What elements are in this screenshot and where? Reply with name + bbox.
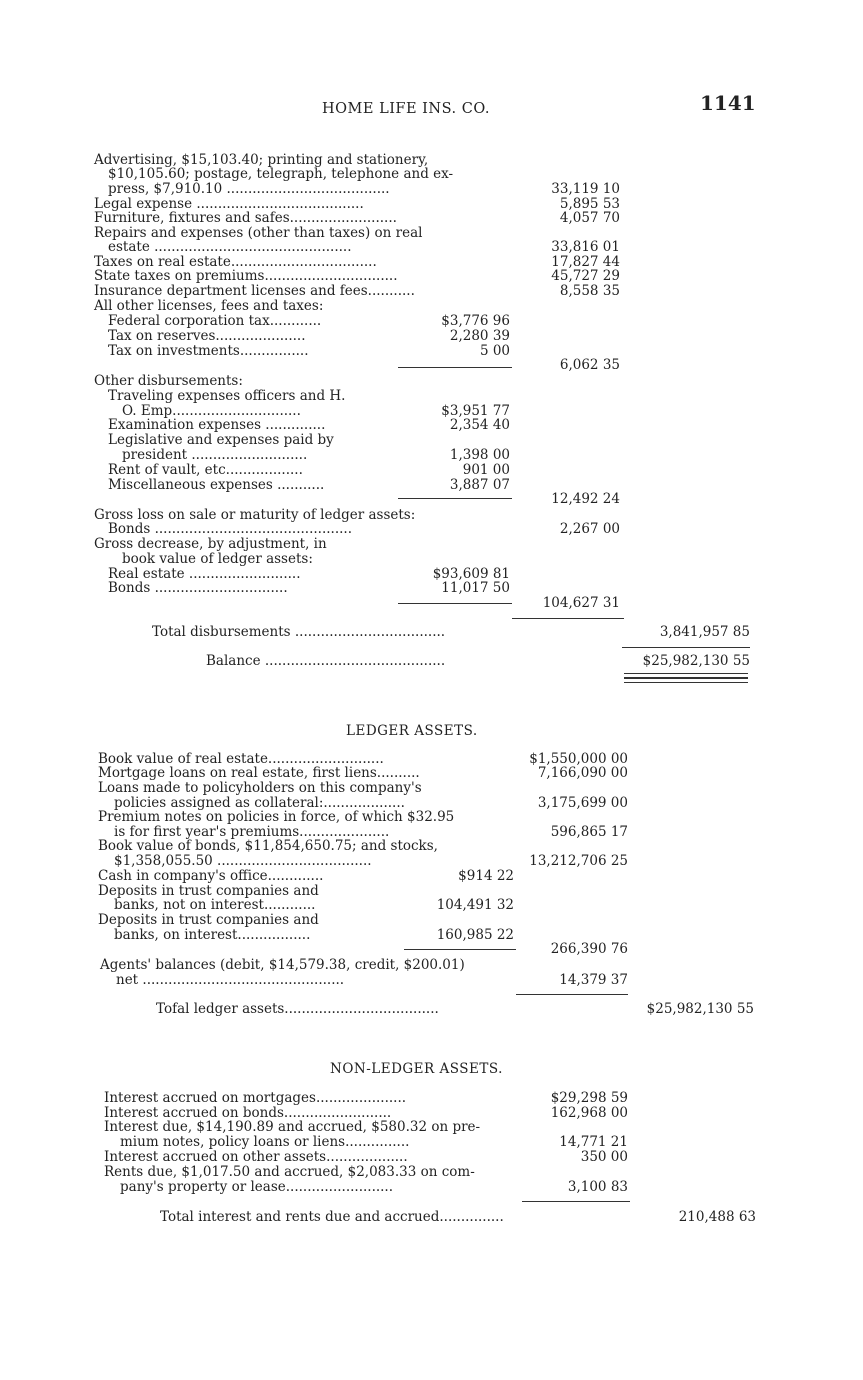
gross-loss-line-2: Bonds .............................................. [108, 521, 353, 537]
gross-decrease-line-2: book value of ledger assets: [122, 551, 313, 567]
rents-line-2: pany's property or lease......................... [120, 1179, 394, 1195]
legislative-amount: 1,398 00 [449, 447, 510, 463]
cash-office-amount: $914 22 [458, 868, 514, 884]
interest-due-line-2: mium notes, policy loans or liens............... [120, 1134, 410, 1150]
rule [398, 367, 512, 368]
deposits-on-interest-line-1: Deposits in trust companies and [98, 912, 319, 928]
misc-expenses-amount: 3,887 07 [449, 477, 510, 493]
traveling-line-1: Traveling expenses officers and H. [108, 388, 346, 404]
rule [516, 994, 628, 995]
total-ledger-assets-label: Tofal ledger assets.................................... [156, 1001, 439, 1017]
gross-decrease-total: 104,627 31 [542, 595, 620, 611]
premium-notes-amount: 596,865 17 [550, 824, 628, 840]
insurance-dept-amount: 8,558 35 [559, 283, 620, 299]
interest-mortgages-label: Interest accrued on mortgages..................... [104, 1090, 407, 1106]
advertising-line-3: press, $7,910.10 ...................................... [108, 181, 390, 197]
rent-vault-amount: 901 00 [462, 462, 510, 478]
rule [512, 618, 624, 619]
bonds-stocks-line-1: Book value of bonds, $11,854,650.75; and stocks, [98, 838, 438, 854]
advertising-amount: 33,119 10 [551, 181, 620, 197]
legislative-line-2: president ........................... [122, 447, 308, 463]
advertising-line-1: Advertising, $15,103.40; printing and stationery, [94, 152, 429, 168]
rule [398, 603, 512, 604]
agents-balances-amount: 14,379 37 [559, 972, 628, 988]
legal-expense-label: Legal expense ....................................... [94, 196, 364, 212]
deposits-on-interest-line-2: banks, on interest................. [114, 927, 311, 943]
agents-balances-line-2: net ............................................... [116, 972, 345, 988]
interest-other-label: Interest accrued on other assets................... [104, 1149, 408, 1165]
rule [404, 949, 516, 950]
deposits-not-interest-line-1: Deposits in trust companies and [98, 883, 319, 899]
premium-notes-line-2: is for first year's premiums..................... [114, 824, 390, 840]
state-taxes-label: State taxes on premiums............................... [94, 268, 398, 284]
balance-amount: $25,982,130 55 [642, 653, 750, 669]
furniture-label: Furniture, fixtures and safes......................... [94, 210, 397, 226]
cash-office-label: Cash in company's office............. [98, 868, 324, 884]
tax-investments-label: Tax on investments................ [108, 343, 309, 359]
advertising-line-2: $10,105.60; postage, telegraph, telephone and ex- [108, 166, 454, 182]
total-interest-rents-amount: 210,488 63 [678, 1209, 756, 1225]
traveling-amount: $3,951 77 [441, 403, 510, 419]
other-disbursements-total: 12,492 24 [551, 491, 620, 507]
examination-amount: 2,354 40 [449, 417, 510, 433]
other-disbursements-heading: Other disbursements: [94, 373, 243, 389]
rents-amount: 3,100 83 [567, 1179, 628, 1195]
decrease-real-estate-label: Real estate .......................... [108, 566, 301, 582]
mortgage-loans-amount: 7,166,090 00 [537, 765, 628, 781]
interest-other-amount: 350 00 [580, 1149, 628, 1165]
agents-balances-line-1: Agents' balances (debit, $14,579.38, credit, $200.01) [100, 957, 465, 973]
taxes-real-estate-amount: 17,827 44 [551, 254, 620, 270]
deposits-not-interest-line-2: banks, not on interest............ [114, 897, 316, 913]
bonds-stocks-amount: 13,212,706 25 [529, 853, 628, 869]
decrease-bonds-amount: 11,017 50 [441, 580, 510, 596]
rents-line-1: Rents due, $1,017.50 and accrued, $2,083.33 on com- [104, 1164, 475, 1180]
repairs-line-1: Repairs and expenses (other than taxes) on real [94, 225, 423, 241]
double-rule [624, 678, 748, 683]
decrease-real-estate-amount: $93,609 81 [432, 566, 510, 582]
legislative-line-1: Legislative and expenses paid by [108, 432, 334, 448]
premium-notes-line-1: Premium notes on policies in force, of which $32.95 [98, 809, 455, 825]
balance-label: Balance .......................................... [206, 653, 446, 669]
interest-due-amount: 14,771 21 [559, 1134, 628, 1150]
gross-loss-line-1: Gross loss on sale or maturity of ledger assets: [94, 507, 416, 523]
policy-loans-amount: 3,175,699 00 [537, 795, 628, 811]
tax-investments-amount: 5 00 [479, 343, 510, 359]
rule [622, 647, 750, 648]
policy-loans-line-1: Loans made to policyholders on this company's [98, 780, 422, 796]
rule [522, 1201, 630, 1202]
deposits-on-interest-amount: 160,985 22 [436, 927, 514, 943]
interest-mortgages-amount: $29,298 59 [550, 1090, 628, 1106]
ledger-assets-heading: LEDGER ASSETS. [346, 723, 478, 739]
book-value-real-estate-amount: $1,550,000 00 [529, 751, 628, 767]
federal-tax-amount: $3,776 96 [441, 313, 510, 329]
other-licenses-total: 6,062 35 [559, 357, 620, 373]
gross-loss-amount: 2,267 00 [559, 521, 620, 537]
bonds-stocks-line-2: $1,358,055.50 .................................... [114, 853, 372, 869]
interest-bonds-amount: 162,968 00 [550, 1105, 628, 1121]
interest-due-line-1: Interest due, $14,190.89 and accrued, $580.32 on pre- [104, 1119, 481, 1135]
examination-label: Examination expenses .............. [108, 417, 326, 433]
repairs-line-2: estate .............................................. [108, 239, 352, 255]
furniture-amount: 4,057 70 [559, 210, 620, 226]
rent-vault-label: Rent of vault, etc.................. [108, 462, 303, 478]
mortgage-loans-label: Mortgage loans on real estate, first liens.......... [98, 765, 420, 781]
state-taxes-amount: 45,727 29 [551, 268, 620, 284]
book-value-real-estate-label: Book value of real estate........................... [98, 751, 384, 767]
total-ledger-assets-amount: $25,982,130 55 [646, 1001, 754, 1017]
repairs-amount: 33,816 01 [551, 239, 620, 255]
cash-deposits-total: 266,390 76 [550, 941, 628, 957]
taxes-real-estate-label: Taxes on real estate.................................. [94, 254, 377, 270]
insurance-dept-label: Insurance department licenses and fees........... [94, 283, 415, 299]
federal-tax-label: Federal corporation tax............ [108, 313, 322, 329]
gross-decrease-line-1: Gross decrease, by adjustment, in [94, 536, 327, 552]
tax-reserves-label: Tax on reserves..................... [108, 328, 306, 344]
rule [398, 498, 512, 499]
interest-bonds-label: Interest accrued on bonds......................... [104, 1105, 392, 1121]
decrease-bonds-label: Bonds ............................... [108, 580, 288, 596]
legal-expense-amount: 5,895 53 [559, 196, 620, 212]
other-licenses-heading: All other licenses, fees and taxes: [94, 298, 324, 314]
total-disbursements-amount: 3,841,957 85 [659, 624, 750, 640]
total-disbursements-label: Total disbursements ................................... [152, 624, 446, 640]
deposits-not-interest-amount: 104,491 32 [436, 897, 514, 913]
page-number: 1141 [700, 91, 756, 115]
policy-loans-line-2: policies assigned as collateral:................... [114, 795, 405, 811]
running-head: HOME LIFE INS. CO. [322, 101, 490, 117]
tax-reserves-amount: 2,280 39 [449, 328, 510, 344]
traveling-line-2: O. Emp.............................. [122, 403, 301, 419]
non-ledger-assets-heading: NON-LEDGER ASSETS. [330, 1061, 503, 1077]
misc-expenses-label: Miscellaneous expenses ........... [108, 477, 325, 493]
total-interest-rents-label: Total interest and rents due and accrued............... [160, 1209, 504, 1225]
